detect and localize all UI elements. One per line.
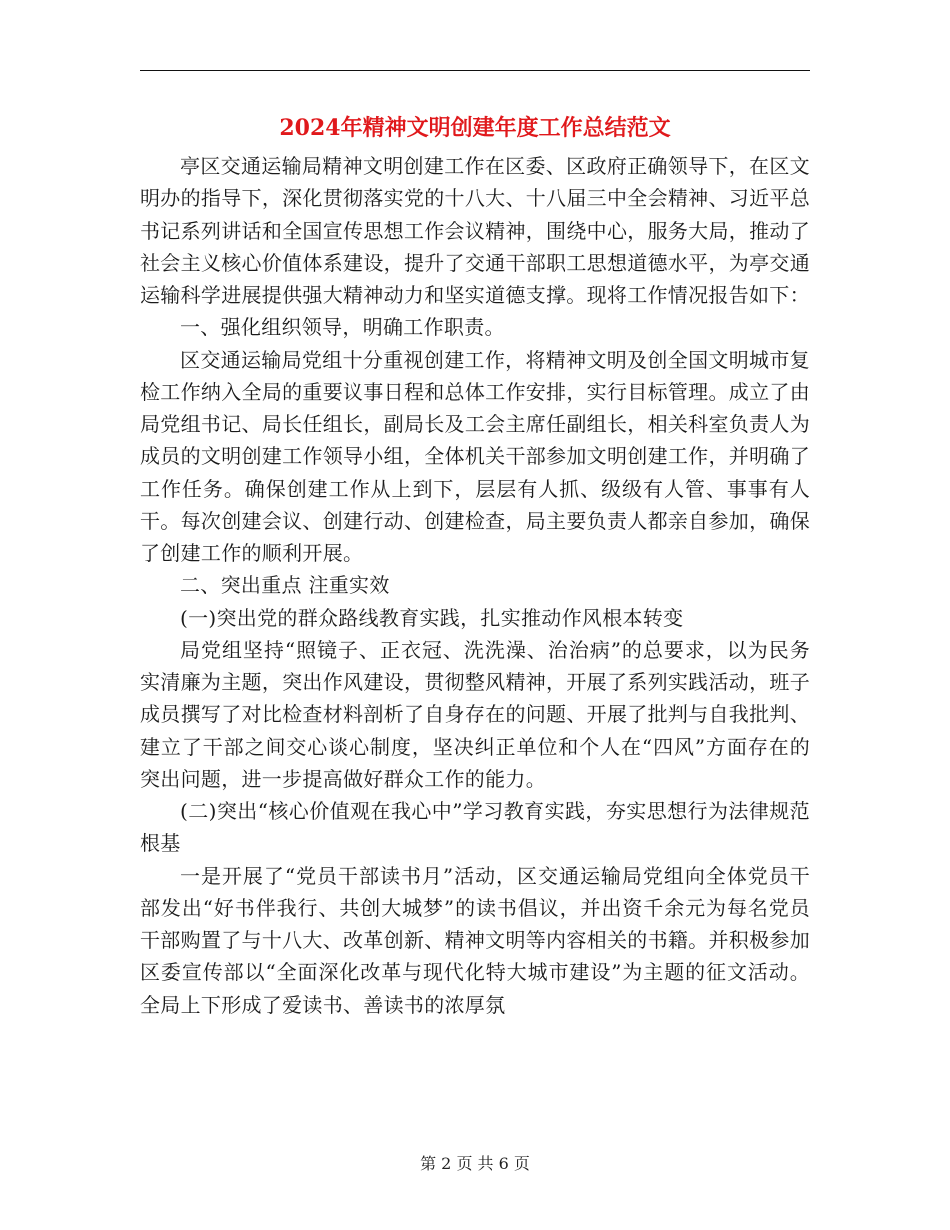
- header-rule: [140, 70, 810, 71]
- paragraph-style-reform: 局党组坚持“照镜子、正衣冠、洗洗澡、治治病”的总要求，以为民务实清廉为主题，突出作风建设，贯彻整风精神，开展了系列实践活动，班子成员撰写了对比检查材料剖析了自身存在的问题、开展了批判与自我批判、建立了干部之间交心谈心制度，坚决纠正单位和个人在“四风”方面存在的突出问题，进一步提高做好群众工作的能力。: [140, 637, 810, 791]
- document-body: [140, 150, 810, 1021]
- document-title: 2024年精神文明创建年度工作总结范文: [279, 115, 671, 141]
- section-heading-1: 一、强化组织领导，明确工作职责。: [180, 315, 505, 340]
- paragraph-intro: 亭区交通运输局精神文明创建工作在区委、区政府正确领导下，在区文明办的指导下，深化贯彻落实党的十八大、十八届三中全会精神、习近平总书记系列讲话和全国宣传思想工作会议精神，围绕中心，服务大局，推动了社会主义核心价值体系建设，提升了交通干部职工思想道德水平，为亭交通运输科学进展提供强大精神动力和坚实道德支撑。现将工作情况报告如下：: [140, 154, 810, 307]
- page-number-footer: 第 2 页 共 6 页: [420, 1154, 530, 1173]
- section-heading-2: 二、突出重点 注重实效: [180, 573, 390, 598]
- paragraph-reading-month: 一是开展了“党员干部读书月”活动，区交通运输局党组向全体党员干部发出“好书伴我行、共创大城梦”的读书倡议，并出资千余元为每名党员干部购置了与十八大、改革创新、精神文明等内容相关的书籍。并积极参加区委宣传部以“全面深化改革与现代化特大城市建设”为主题的征文活动。全局上下形成了爱读书、善读书的浓厚氛: [140, 863, 810, 1017]
- paragraph-leadership: 区交通运输局党组十分重视创建工作，将精神文明及创全国文明城市复检工作纳入全局的重要议事日程和总体工作安排，实行目标管理。成立了由局党组书记、局长任组长，副局长及工会主席任副组长，相关科室负责人为成员的文明创建工作领导小组，全体机关干部参加文明创建工作，并明确了工作任务。确保创建工作从上到下，层层有人抓、级级有人管、事事有人干。每次创建会议、创建行动、创建检查，局主要负责人都亲自参加，确保了创建工作的顺利开展。: [140, 347, 810, 565]
- subsection-heading-1: (一)突出党的群众路线教育实践，扎实推动作风根本转变: [180, 605, 684, 630]
- subsection-heading-2: (二)突出“核心价值观在我心中”学习教育实践，夯实思想行为法律规范根基: [140, 799, 810, 856]
